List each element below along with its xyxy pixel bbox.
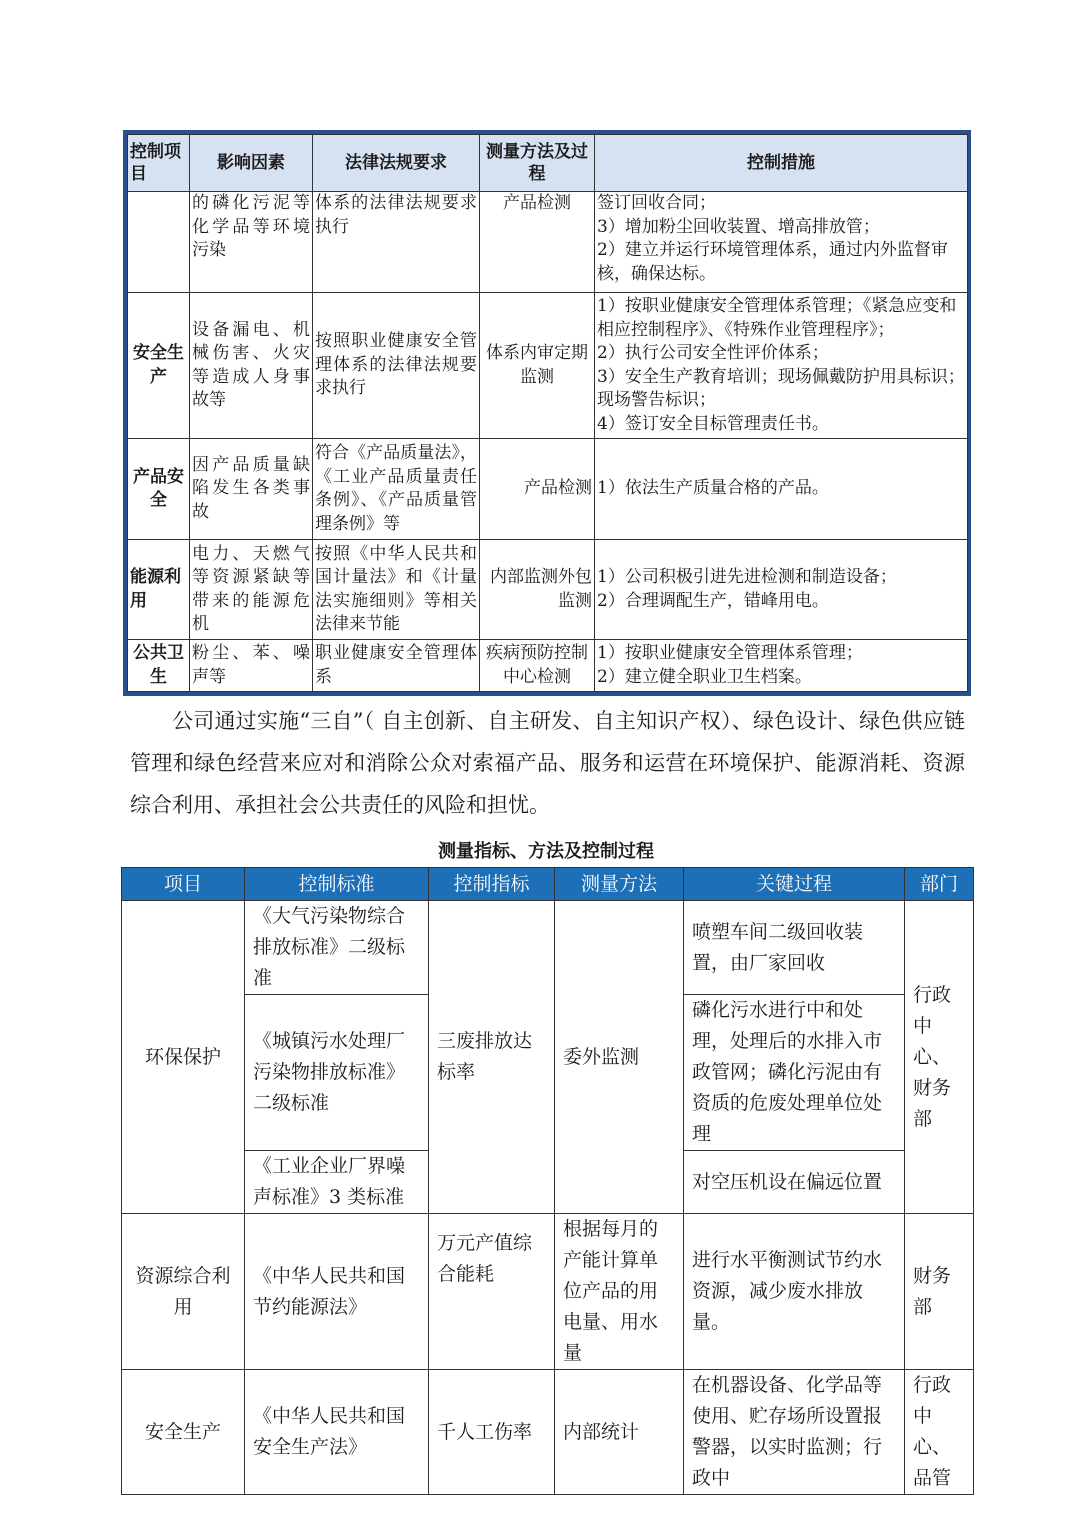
measurement-table [121,867,974,1495]
resource-method: 根据每月的产能计算单位产品的用电量、用水量 [555,1214,684,1370]
env-process: 对空压机设在偏远位置 [684,1151,905,1214]
header-measures: 控制措施 [595,135,968,192]
env-standard: 《工业企业厂界噪声标准》3 类标准 [245,1151,429,1214]
measure-line: 1）按职业健康安全管理体系管理；《紧急应变和相应控制程序》、《特殊作业管理程序》； [597,296,957,340]
row-law: 职业健康安全管理体系 [313,640,480,692]
env-item: 环保保护 [122,901,245,1214]
row-item: 安全生产 [128,293,190,439]
row-factor: 因产品质量缺陷发生各类事故 [190,439,313,540]
header-method: 测量方法及过程 [480,135,595,192]
row-method: 内部监测外包监测 [480,540,595,640]
header-dept: 部门 [905,868,974,901]
row-item [128,192,190,293]
env-process: 磷化污水进行中和处理，处理后的水排入市政管网；磷化污泥由有资质的危废处理单位处理 [684,995,905,1151]
env-indicator: 三废排放达标率 [429,901,555,1214]
row-measures [595,640,968,692]
row-law: 符合《产品质量法》，《工业产品质量责任条例》、《产品质量管理条例》等 [313,439,480,540]
measure-line: 3）增加粉尘回收装置、增高排放管； [597,216,880,237]
resource-indicator: 万元产值综合能耗 [429,1214,555,1370]
measure-line: 签订回收合同； [597,193,716,213]
env-standard: 《城镇污水处理厂污染物排放标准》二级标准 [245,995,429,1151]
row-law: 按照《中华人民共和国计量法》和《计量法实施细则》等相关法律来节能 [313,540,480,640]
table1-header-row [128,135,968,192]
measure-line: 1）公司积极引进先进检测和制造设备； [597,567,897,587]
header-law: 法律法规要求 [313,135,480,192]
measure-line: 1）依法生产质量合格的产品。 [597,478,829,499]
env-standard: 《大气污染物综合排放标准》二级标准 [245,901,429,995]
measure-line: 1）按职业健康安全管理体系管理； [597,643,863,663]
safety-standard: 《中华人民共和国安全生产法》 [245,1370,429,1495]
row-law: 体系的法律法规要求执行 [313,192,480,293]
table-row [122,1214,974,1370]
header-factor: 影响因素 [190,135,313,192]
env-dept: 行政中心、财务部 [905,901,974,1214]
header-process: 关键过程 [684,868,905,901]
table-row [128,293,968,439]
resource-standard: 《中华人民共和国节约能源法》 [245,1214,429,1370]
measure-line: 2）建立健全职业卫生档案。 [597,666,812,687]
table-row [122,901,974,995]
table2-header-row [122,868,974,901]
table-row [128,192,968,293]
safety-process: 在机器设备、化学品等使用、贮存场所设置报警器，以实时监测；行政中 [684,1370,905,1495]
row-factor: 粉尘、苯、噪声等 [190,640,313,692]
row-method: 疾病预防控制中心检测 [480,640,595,692]
control-measures-table [127,134,968,692]
measure-line: 3）安全生产教育培训；现场佩戴防护用具标识；现场警告标识； [597,366,965,410]
resource-item: 资源综合利用 [122,1214,245,1370]
table-row [128,439,968,540]
resource-dept: 财务部 [905,1214,974,1370]
header-indicator: 控制指标 [429,868,555,901]
table2-title: 测量指标、方法及控制过程 [438,841,654,862]
row-factor: 的磷化污泥等化学品等环境污染 [190,192,313,293]
row-item: 公共卫生 [128,640,190,692]
row-law: 按照职业健康安全管理体系的法律法规要求执行 [313,293,480,439]
row-measures [595,439,968,540]
body-paragraph: 公司通过实施“三自”（ 自主创新、自主研发、自主知识产权）、绿色设计、绿色供应链管理和绿色经营来应对和消除公众对索福产品、服务和运营在环境保护、能源消耗、资源综合利用、承担社会公共责任的风险和担忧。 [130,709,965,817]
measure-line: 2）建立并运行环境管理体系，通过内外监督审核，确保达标。 [597,240,948,284]
safety-method: 内部统计 [555,1370,684,1495]
measure-line: 4）签订安全目标管理责任书。 [597,413,829,434]
control-measures-table-frame [123,130,971,696]
env-method: 委外监测 [555,901,684,1214]
table-row [128,540,968,640]
table-row [122,1370,974,1495]
row-method: 体系内审定期监测 [480,293,595,439]
row-item: 产品安全 [128,439,190,540]
header-control-item: 控制项目 [128,135,190,192]
row-factor: 设备漏电、机械伤害、火灾等造成人身事故等 [190,293,313,439]
row-measures [595,192,968,293]
safety-dept: 行政中心、品管 [905,1370,974,1495]
safety-item: 安全生产 [122,1370,245,1495]
row-measures [595,540,968,640]
row-factor: 电力、天燃气等资源紧缺等带来的能源危机 [190,540,313,640]
row-method: 产品检测 [480,192,595,293]
header-project: 项目 [122,868,245,901]
env-process: 喷塑车间二级回收装置，由厂家回收 [684,901,905,995]
row-item: 能源利用 [128,540,190,640]
header-standard: 控制标准 [245,868,429,901]
row-measures [595,293,968,439]
table-row [128,640,968,692]
header-method: 测量方法 [555,868,684,901]
measure-line: 2）合理调配生产，错峰用电。 [597,590,829,611]
safety-indicator: 千人工伤率 [429,1370,555,1495]
measure-line: 2）执行公司安全性评价体系； [597,343,829,363]
resource-process: 进行水平衡测试节约水资源，减少废水排放量。 [684,1214,905,1370]
row-method: 产品检测 [480,439,595,540]
